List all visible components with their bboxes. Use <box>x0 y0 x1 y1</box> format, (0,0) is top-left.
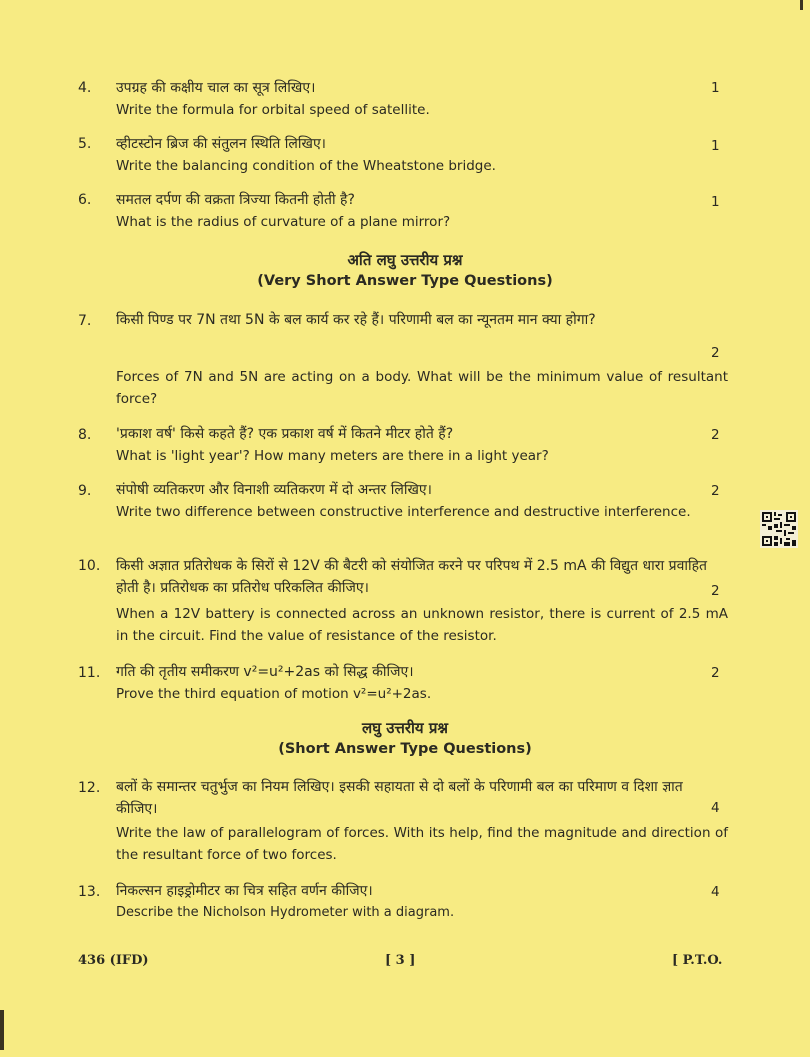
question-marks: 2 <box>711 345 720 361</box>
question-number: 4. <box>78 80 92 96</box>
section-title-english: (Short Answer Type Questions) <box>278 741 532 757</box>
question-marks: 2 <box>711 665 720 681</box>
scan-mark-bottom <box>0 1010 4 1050</box>
question-number: 12. <box>78 780 101 796</box>
section-title-english: (Very Short Answer Type Questions) <box>257 273 553 289</box>
question-number: 8. <box>78 427 92 443</box>
question-marks: 1 <box>711 194 720 210</box>
question-marks: 4 <box>711 800 720 816</box>
question-number: 11. <box>78 665 101 681</box>
question-text-english: Write the formula for orbital speed of satellite. <box>116 102 430 118</box>
question-text-hindi: उपग्रह की कक्षीय चाल का सूत्र लिखिए। <box>116 80 316 96</box>
question-number: 5. <box>78 136 92 152</box>
paper-code: 436 (IFD) <box>78 953 149 968</box>
question-number: 10. <box>78 558 101 574</box>
question-text-english: Describe the Nicholson Hydrometer with a diagram. <box>116 905 455 920</box>
question-number: 6. <box>78 192 92 208</box>
question-text-english: Write two difference between constructive interference and destructive interference. <box>116 504 691 520</box>
question-marks: 2 <box>711 427 720 443</box>
question-text-hindi: निकल्सन हाइड्रोमीटर का चित्र सहित वर्णन कीजिए। <box>116 883 373 899</box>
page-number: [ 3 ] <box>385 953 416 968</box>
question-text-hindi: 'प्रकाश वर्ष' किसे कहते हैं? एक प्रकाश वर्ष में कितने मीटर होते हैं? <box>116 426 454 442</box>
question-text-english: What is the radius of curvature of a plane mirror? <box>116 214 451 230</box>
question-marks: 2 <box>711 583 720 599</box>
question-number: 7. <box>78 313 92 329</box>
question-text-hindi: किसी पिण्ड पर 7N तथा 5N के बल कार्य कर रहे हैं। परिणामी बल का न्यूनतम मान क्या होगा? <box>116 312 596 328</box>
question-text-hindi: गति की तृतीय समीकरण v²=u²+2as को सिद्ध कीजिए। <box>116 664 414 680</box>
question-text-hindi: समतल दर्पण की वक्रता त्रिज्या कितनी होती है? <box>116 192 355 208</box>
question-marks: 4 <box>711 884 720 900</box>
please-turn-over: [ P.T.O. <box>672 953 723 968</box>
question-text-hindi: किसी अज्ञात प्रतिरोधक के सिरों से 12V की बैटरी को संयोजित करने पर परिपथ में 2.5 mA की विद्युत धारा प्रवाहित होती है। प्रतिरोधक का प्रतिरोध परिकलित कीजिए। <box>116 558 708 596</box>
section-title-hindi: अति लघु उत्तरीय प्रश्न <box>347 251 463 269</box>
section-title-hindi: लघु उत्तरीय प्रश्न <box>362 719 448 737</box>
question-text-english: When a 12V battery is connected across an unknown resistor, there is current of 2.5 mA in the circuit. Find the value of resistance of the resistor. <box>116 606 728 644</box>
question-number: 9. <box>78 483 92 499</box>
scan-mark-top <box>800 0 803 10</box>
question-marks: 1 <box>711 80 720 96</box>
question-text-english: Write the balancing condition of the Wheatstone bridge. <box>116 158 496 174</box>
question-number: 13. <box>78 884 101 900</box>
question-text-english: Prove the third equation of motion v²=u²+2as. <box>116 686 432 702</box>
question-text-english: What is 'light year'? How many meters are there in a light year? <box>116 448 549 464</box>
question-text-hindi: बलों के समान्तर चतुर्भुज का नियम लिखिए। इसकी सहायता से दो बलों के परिणामी बल का परिमाण व दिशा ज्ञात कीजिए। <box>116 779 683 817</box>
question-marks: 1 <box>711 138 720 154</box>
question-marks: 2 <box>711 483 720 499</box>
question-text-hindi: संपोषी व्यतिकरण और विनाशी व्यतिकरण में दो अन्तर लिखिए। <box>116 482 432 498</box>
question-text-hindi: व्हीटस्टोन ब्रिज की संतुलन स्थिति लिखिए। <box>116 136 326 152</box>
question-text-english: Write the law of parallelogram of forces. With its help, find the magnitude and direction of the resultant force of two forces. <box>116 825 728 863</box>
qr-code-icon <box>760 510 798 548</box>
question-text-english: Forces of 7N and 5N are acting on a body. What will be the minimum value of resultant force? <box>116 369 728 407</box>
